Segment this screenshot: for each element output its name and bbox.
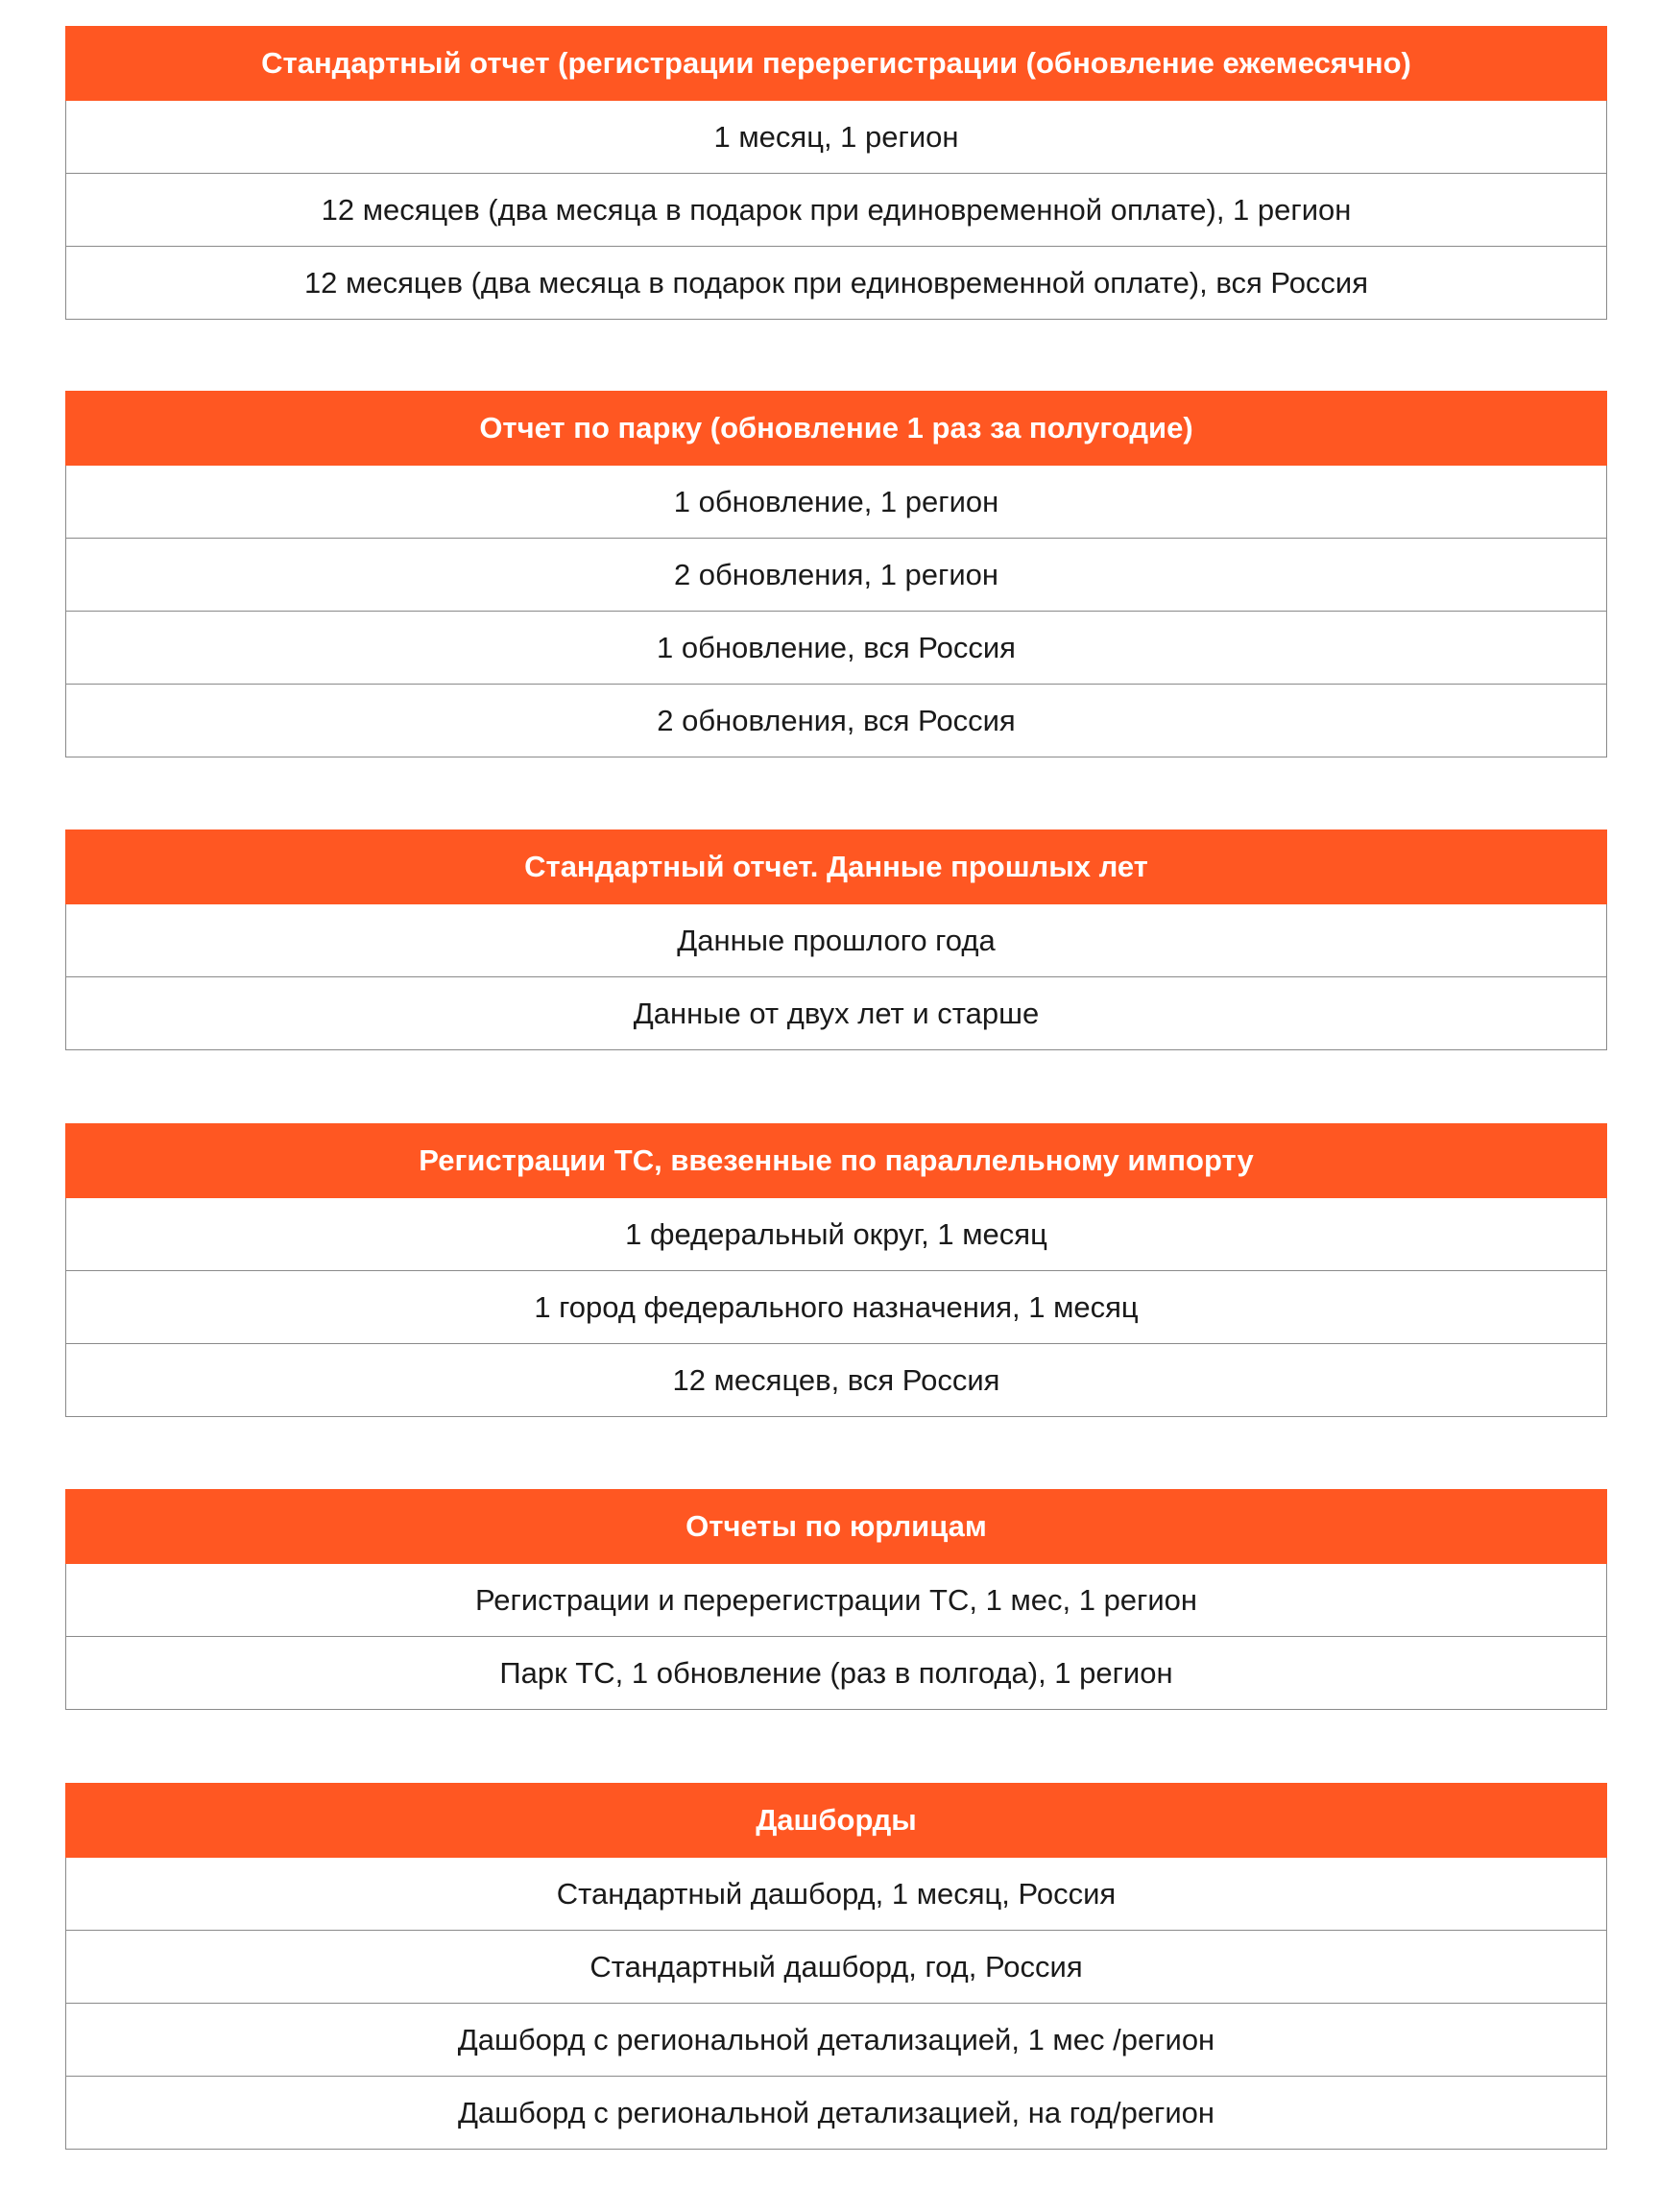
table-row[interactable]: Стандартный дашборд, 1 месяц, Россия [65,1858,1607,1931]
table-header: Отчеты по юрлицам [65,1489,1607,1564]
table-header: Стандартный отчет (регистрации перерегистрации (обновление ежемесячно) [65,26,1607,101]
table-header: Отчет по парку (обновление 1 раз за полугодие) [65,391,1607,466]
table-row[interactable]: Парк ТС, 1 обновление (раз в полгода), 1 регион [65,1637,1607,1710]
table-row[interactable]: Стандартный дашборд, год, Россия [65,1931,1607,2004]
table-row[interactable]: 12 месяцев (два месяца в подарок при единовременной оплате), 1 регион [65,174,1607,247]
table-row[interactable]: 1 обновление, 1 регион [65,466,1607,539]
pricing-table-standard-report [65,26,1607,320]
table-row[interactable]: 1 федеральный округ, 1 месяц [65,1198,1607,1271]
pricing-table-dashboards [65,1783,1607,2150]
table-row[interactable]: 1 город федерального назначения, 1 месяц [65,1271,1607,1344]
table-row[interactable]: 12 месяцев (два месяца в подарок при единовременной оплате), вся Россия [65,247,1607,320]
table-row[interactable]: Данные от двух лет и старше [65,977,1607,1050]
table-row[interactable]: 12 месяцев, вся Россия [65,1344,1607,1417]
table-row[interactable]: Данные прошлого года [65,904,1607,977]
table-row[interactable]: 1 месяц, 1 регион [65,101,1607,174]
table-row[interactable]: 2 обновления, 1 регион [65,539,1607,612]
table-row[interactable]: Регистрации и перерегистрации ТС, 1 мес, 1 регион [65,1564,1607,1637]
table-row[interactable]: 1 обновление, вся Россия [65,612,1607,685]
pricing-table-legal-entities [65,1489,1607,1710]
table-row[interactable]: Дашборд с региональной детализацией, 1 мес /регион [65,2004,1607,2077]
table-row[interactable]: Дашборд с региональной детализацией, на год/регион [65,2077,1607,2150]
table-row[interactable]: 2 обновления, вся Россия [65,685,1607,757]
table-header: Регистрации ТС, ввезенные по параллельному импорту [65,1123,1607,1198]
pricing-table-past-years [65,830,1607,1050]
pricing-table-parallel-import [65,1123,1607,1417]
table-header: Стандартный отчет. Данные прошлых лет [65,830,1607,904]
pricing-table-fleet-report [65,391,1607,757]
table-header: Дашборды [65,1783,1607,1858]
